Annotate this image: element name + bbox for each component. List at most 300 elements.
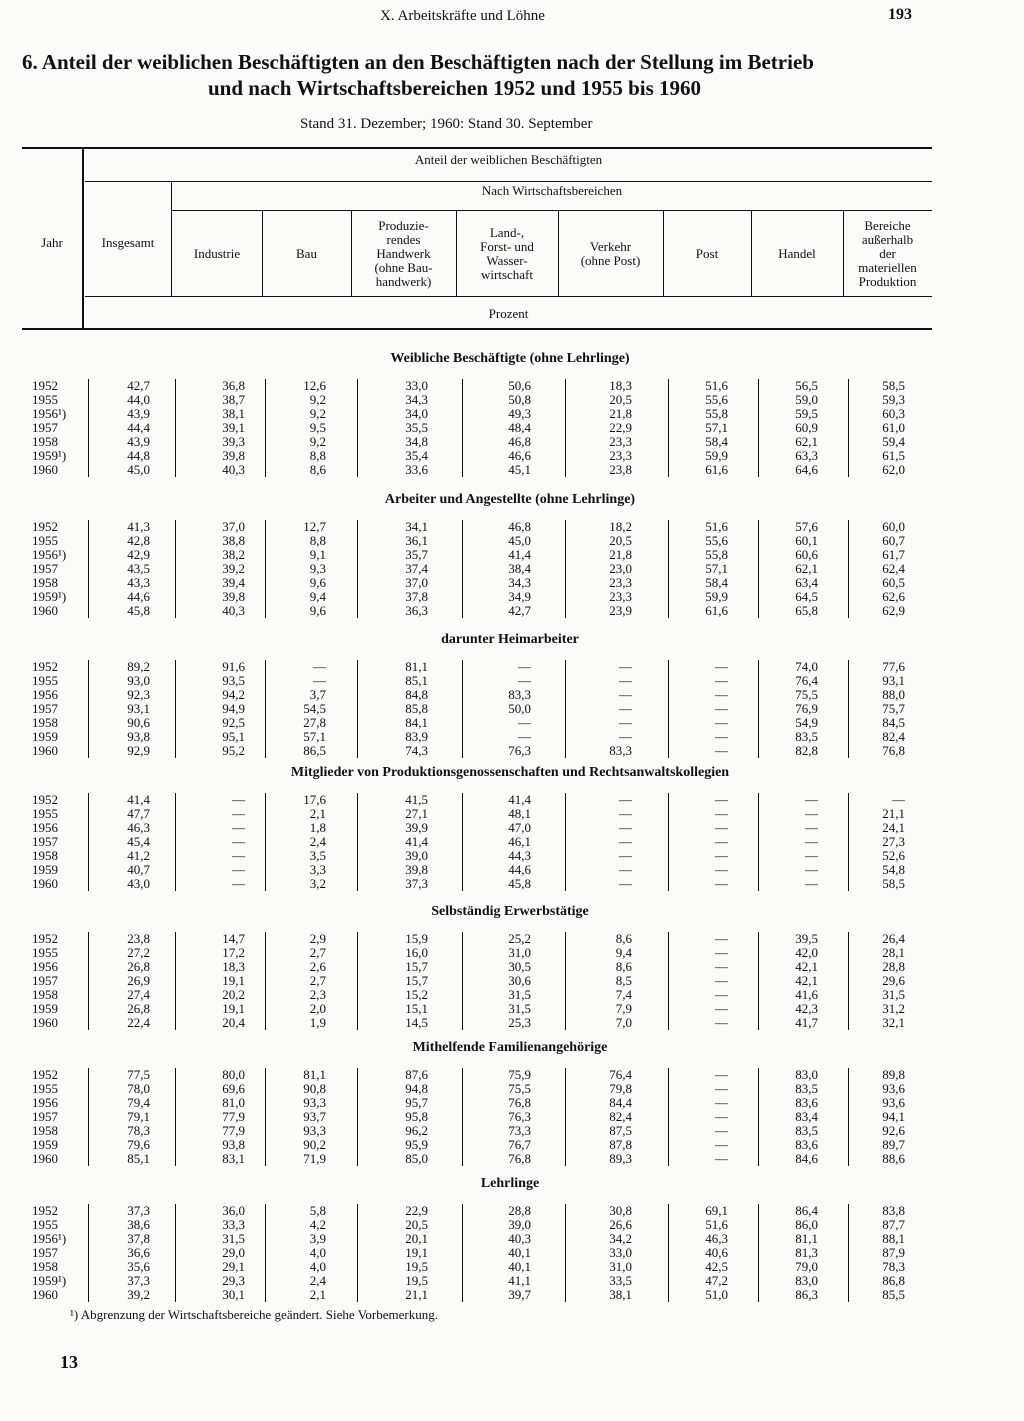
table-cell: 93,7: [303, 1109, 326, 1124]
header-group-rule: [85, 181, 932, 182]
table-cell: 34,0: [405, 406, 428, 421]
header-subgroup-rule: [172, 210, 932, 211]
table-cell: 81,1: [795, 1231, 818, 1246]
table-cell: 78,3: [882, 1259, 905, 1274]
table-cell: 57,1: [705, 420, 728, 435]
table-cell: 8,6: [309, 462, 326, 477]
table-cell: 79,0: [795, 1259, 818, 1274]
table-cell: —: [232, 876, 245, 891]
table-cell: 23,8: [609, 462, 632, 477]
table-cell: 92,5: [222, 715, 245, 730]
table-cell: —: [715, 715, 728, 730]
table-cell: 39,8: [405, 862, 428, 877]
table-cell: 17,6: [303, 792, 326, 807]
table-cell: 15,7: [405, 959, 428, 974]
table-cell: 90,2: [303, 1137, 326, 1152]
table-cell: 78,3: [127, 1123, 150, 1138]
table-cell: 57,1: [705, 561, 728, 576]
table-cell: 41,1: [508, 1273, 531, 1288]
table-cell: 87,6: [405, 1067, 428, 1082]
row-year: 1955: [32, 806, 58, 821]
table-cell: 83,9: [405, 729, 428, 744]
table-cell: 40,6: [705, 1245, 728, 1260]
column-bar: [175, 1068, 176, 1166]
table-cell: —: [619, 792, 632, 807]
table-cell: —: [715, 959, 728, 974]
header-top-rule: [22, 147, 932, 149]
table-cell: 5,8: [309, 1203, 326, 1218]
table-cell: 93,1: [127, 701, 150, 716]
table-cell: 14,7: [222, 931, 245, 946]
table-cell: 95,1: [222, 729, 245, 744]
table-cell: 2,0: [309, 1001, 326, 1016]
table-cell: 35,6: [127, 1259, 150, 1274]
table-cell: —: [715, 820, 728, 835]
table-cell: 81,1: [405, 659, 428, 674]
row-year: 1957: [32, 420, 58, 435]
section-title: Mitglieder von Produktionsgenossenschaften und Rechtsanwaltskollegien: [290, 765, 730, 780]
row-year: 1952: [32, 931, 58, 946]
table-cell: 83,5: [795, 1081, 818, 1096]
table-cell: 58,5: [882, 378, 905, 393]
table-cell: 51,6: [705, 1217, 728, 1232]
table-cell: 39,8: [222, 589, 245, 604]
table-cell: 93,3: [303, 1123, 326, 1138]
table-cell: 31,2: [882, 1001, 905, 1016]
table-cell: 69,1: [705, 1203, 728, 1218]
table-cell: —: [232, 806, 245, 821]
row-year: 1960: [32, 1151, 58, 1166]
table-cell: —: [715, 673, 728, 688]
table-cell: 62,1: [795, 561, 818, 576]
table-cell: 37,3: [127, 1203, 150, 1218]
table-cell: 19,1: [405, 1245, 428, 1260]
row-year: 1960: [32, 1015, 58, 1030]
table-cell: 59,0: [795, 392, 818, 407]
table-cell: 75,7: [882, 701, 905, 716]
row-year: 1956: [32, 1095, 58, 1110]
table-cell: 85,8: [405, 701, 428, 716]
table-cell: 9,3: [309, 561, 326, 576]
table-cell: —: [892, 792, 905, 807]
table-cell: 84,6: [795, 1151, 818, 1166]
table-cell: 37,0: [222, 519, 245, 534]
table-cell: 62,1: [795, 434, 818, 449]
table-cell: 63,4: [795, 575, 818, 590]
row-year: 1959: [32, 729, 58, 744]
table-cell: 50,0: [508, 701, 531, 716]
table-cell: 1,8: [309, 820, 326, 835]
column-bar: [462, 932, 463, 1030]
table-cell: 57,6: [795, 519, 818, 534]
table-cell: —: [715, 806, 728, 821]
column-header-2: Bau: [296, 246, 317, 261]
column-bar: [88, 660, 89, 758]
table-cell: —: [715, 973, 728, 988]
table-cell: 89,3: [609, 1151, 632, 1166]
table-cell: 8,8: [309, 533, 326, 548]
table-cell: —: [715, 659, 728, 674]
table-cell: 41,7: [795, 1015, 818, 1030]
table-cell: 76,8: [882, 743, 905, 758]
table-cell: 7,9: [615, 1001, 632, 1016]
row-year: 1959¹): [32, 589, 67, 604]
table-cell: 75,5: [508, 1081, 531, 1096]
table-cell: 93,8: [127, 729, 150, 744]
column-bar: [357, 932, 358, 1030]
table-cell: 18,2: [609, 519, 632, 534]
table-cell: 23,3: [609, 575, 632, 590]
table-cell: 63,3: [795, 448, 818, 463]
row-year: 1958: [32, 715, 58, 730]
table-cell: 80,0: [222, 1067, 245, 1082]
table-cell: 22,4: [127, 1015, 150, 1030]
table-cell: —: [715, 701, 728, 716]
table-cell: 4,0: [309, 1245, 326, 1260]
row-year: 1952: [32, 378, 58, 393]
table-cell: 42,7: [508, 603, 531, 618]
table-cell: 9,6: [309, 603, 326, 618]
table-cell: 27,8: [303, 715, 326, 730]
row-year: 1959: [32, 1001, 58, 1016]
table-cell: —: [715, 1095, 728, 1110]
table-cell: 15,7: [405, 973, 428, 988]
row-year: 1952: [32, 792, 58, 807]
column-bar: [565, 793, 566, 891]
table-cell: 62,6: [882, 589, 905, 604]
table-cell: 38,8: [222, 533, 245, 548]
table-cell: 34,1: [405, 519, 428, 534]
table-cell: 94,2: [222, 687, 245, 702]
table-cell: 45,0: [508, 533, 531, 548]
table-cell: 19,5: [405, 1273, 428, 1288]
table-cell: 58,5: [882, 876, 905, 891]
row-year: 1960: [32, 876, 58, 891]
table-cell: —: [619, 715, 632, 730]
table-cell: 18,3: [609, 378, 632, 393]
table-cell: 54,9: [795, 715, 818, 730]
table-cell: 27,2: [127, 945, 150, 960]
table-cell: 40,7: [127, 862, 150, 877]
column-bar: [175, 932, 176, 1030]
table-cell: —: [619, 659, 632, 674]
table-cell: 16,0: [405, 945, 428, 960]
table-cell: 14,5: [405, 1015, 428, 1030]
table-cell: —: [715, 862, 728, 877]
table-cell: —: [232, 792, 245, 807]
table-cell: 42,3: [795, 1001, 818, 1016]
table-cell: 76,8: [508, 1151, 531, 1166]
row-year: 1956¹): [32, 1231, 67, 1246]
table-cell: 87,5: [609, 1123, 632, 1138]
table-cell: 33,5: [609, 1273, 632, 1288]
table-cell: —: [518, 715, 531, 730]
table-cell: 37,4: [405, 561, 428, 576]
table-cell: 44,8: [127, 448, 150, 463]
column-bar: [88, 379, 89, 477]
table-cell: —: [619, 687, 632, 702]
table-cell: 47,0: [508, 820, 531, 835]
section-title: Weibliche Beschäftigte (ohne Lehrlinge): [390, 351, 630, 366]
table-cell: —: [715, 1001, 728, 1016]
row-year: 1957: [32, 701, 58, 716]
table-cell: 88,1: [882, 1231, 905, 1246]
table-cell: 50,6: [508, 378, 531, 393]
column-header-8: Bereiche außerhalb der materiellen Produktion: [858, 218, 917, 289]
table-cell: 94,8: [405, 1081, 428, 1096]
table-cell: 34,2: [609, 1231, 632, 1246]
table-cell: —: [715, 834, 728, 849]
table-cell: —: [805, 848, 818, 863]
table-cell: 59,3: [882, 392, 905, 407]
table-cell: 93,6: [882, 1081, 905, 1096]
table-cell: 23,9: [609, 603, 632, 618]
table-cell: 42,8: [127, 533, 150, 548]
table-cell: 31,0: [609, 1259, 632, 1274]
table-cell: 88,6: [882, 1151, 905, 1166]
table-cell: 48,4: [508, 420, 531, 435]
table-cell: 59,4: [882, 434, 905, 449]
table-cell: 43,5: [127, 561, 150, 576]
row-year: 1959: [32, 1137, 58, 1152]
table-cell: —: [715, 792, 728, 807]
table-cell: 4,0: [309, 1259, 326, 1274]
table-cell: 93,5: [222, 673, 245, 688]
table-cell: 34,3: [508, 575, 531, 590]
table-cell: 33,3: [222, 1217, 245, 1232]
table-cell: 37,8: [127, 1231, 150, 1246]
table-cell: 31,5: [508, 987, 531, 1002]
table-cell: —: [619, 848, 632, 863]
table-cell: 43,0: [127, 876, 150, 891]
table-cell: 47,2: [705, 1273, 728, 1288]
table-cell: —: [619, 876, 632, 891]
table-cell: 58,4: [705, 575, 728, 590]
column-bar: [357, 1204, 358, 1302]
table-cell: 26,8: [127, 959, 150, 974]
table-cell: 46,8: [508, 434, 531, 449]
table-cell: —: [715, 848, 728, 863]
table-cell: 15,2: [405, 987, 428, 1002]
table-cell: —: [715, 987, 728, 1002]
table-cell: 60,0: [882, 519, 905, 534]
table-cell: 3,9: [309, 1231, 326, 1246]
table-cell: 91,6: [222, 659, 245, 674]
table-cell: 69,6: [222, 1081, 245, 1096]
table-cell: 39,0: [508, 1217, 531, 1232]
table-cell: 29,0: [222, 1245, 245, 1260]
table-cell: 2,1: [309, 806, 326, 821]
table-cell: 26,9: [127, 973, 150, 988]
table-cell: 26,6: [609, 1217, 632, 1232]
table-cell: 62,0: [882, 462, 905, 477]
table-cell: 42,1: [795, 959, 818, 974]
column-bar: [462, 520, 463, 618]
table-cell: 22,9: [405, 1203, 428, 1218]
table-cell: 30,8: [609, 1203, 632, 1218]
table-cell: 43,9: [127, 406, 150, 421]
table-cell: —: [715, 729, 728, 744]
table-cell: 71,9: [303, 1151, 326, 1166]
table-cell: —: [232, 862, 245, 877]
header-unit-rule: [85, 296, 932, 297]
table-cell: 60,7: [882, 533, 905, 548]
table-cell: 60,3: [882, 406, 905, 421]
table-cell: 15,1: [405, 1001, 428, 1016]
table-cell: 61,6: [705, 603, 728, 618]
table-cell: 9,2: [309, 406, 326, 421]
column-bar: [357, 660, 358, 758]
table-cell: 22,9: [609, 420, 632, 435]
table-cell: 86,3: [795, 1287, 818, 1302]
table-cell: 85,5: [882, 1287, 905, 1302]
table-cell: 9,1: [309, 547, 326, 562]
table-cell: 27,4: [127, 987, 150, 1002]
table-cell: —: [715, 1123, 728, 1138]
table-cell: 32,1: [882, 1015, 905, 1030]
table-cell: 50,8: [508, 392, 531, 407]
table-cell: 46,3: [127, 820, 150, 835]
table-cell: 60,5: [882, 575, 905, 590]
table-cell: 2,7: [309, 945, 326, 960]
row-year: 1955: [32, 533, 58, 548]
table-cell: 89,7: [882, 1137, 905, 1152]
column-bar: [88, 932, 89, 1030]
row-year: 1952: [32, 659, 58, 674]
table-cell: 92,3: [127, 687, 150, 702]
table-cell: 28,1: [882, 945, 905, 960]
table-cell: 61,5: [882, 448, 905, 463]
table-cell: 95,2: [222, 743, 245, 758]
table-cell: 89,8: [882, 1067, 905, 1082]
column-bar: [357, 520, 358, 618]
table-cell: 79,1: [127, 1109, 150, 1124]
column-bar: [462, 1204, 463, 1302]
row-year: 1956: [32, 959, 58, 974]
table-cell: 45,8: [127, 603, 150, 618]
table-cell: 36,8: [222, 378, 245, 393]
table-cell: 43,3: [127, 575, 150, 590]
row-year: 1955: [32, 945, 58, 960]
row-year: 1958: [32, 434, 58, 449]
table-cell: 54,5: [303, 701, 326, 716]
table-cell: 79,6: [127, 1137, 150, 1152]
table-cell: 31,5: [222, 1231, 245, 1246]
table-cell: 3,5: [309, 848, 326, 863]
table-cell: 33,0: [405, 378, 428, 393]
table-cell: 35,7: [405, 547, 428, 562]
table-cell: 23,0: [609, 561, 632, 576]
table-cell: 39,8: [222, 448, 245, 463]
table-cell: 46,1: [508, 834, 531, 849]
table-cell: 51,6: [705, 378, 728, 393]
table-cell: 64,5: [795, 589, 818, 604]
header-unit: Prozent: [488, 306, 529, 321]
row-year: 1960: [32, 603, 58, 618]
table-cell: —: [715, 1015, 728, 1030]
table-cell: 57,1: [303, 729, 326, 744]
table-cell: 84,5: [882, 715, 905, 730]
table-cell: 42,9: [127, 547, 150, 562]
table-cell: 20,5: [609, 392, 632, 407]
table-cell: 93,3: [303, 1095, 326, 1110]
table-cell: 2,4: [309, 834, 326, 849]
table-cell: 20,1: [405, 1231, 428, 1246]
table-cell: 44,0: [127, 392, 150, 407]
table-cell: 31,0: [508, 945, 531, 960]
table-cell: 37,0: [405, 575, 428, 590]
table-cell: —: [313, 673, 326, 688]
table-cell: 61,0: [882, 420, 905, 435]
table-cell: 45,4: [127, 834, 150, 849]
row-year: 1952: [32, 1067, 58, 1082]
table-cell: 36,6: [127, 1245, 150, 1260]
table-cell: 29,3: [222, 1273, 245, 1288]
column-bar: [175, 793, 176, 891]
table-cell: 8,6: [615, 959, 632, 974]
table-cell: 2,1: [309, 1287, 326, 1302]
table-cell: 7,4: [615, 987, 632, 1002]
table-cell: 40,3: [222, 462, 245, 477]
table-cell: 59,9: [705, 448, 728, 463]
header-divider-jahr: [82, 149, 84, 329]
table-cell: 23,8: [127, 931, 150, 946]
table-cell: 90,6: [127, 715, 150, 730]
table-cell: 78,0: [127, 1081, 150, 1096]
table-cell: 83,3: [508, 687, 531, 702]
column-bar: [462, 379, 463, 477]
table-cell: 1,9: [309, 1015, 326, 1030]
table-cell: 2,9: [309, 931, 326, 946]
table-cell: 77,5: [127, 1067, 150, 1082]
table-cell: 87,8: [609, 1137, 632, 1152]
row-year: 1959¹): [32, 1273, 67, 1288]
table-cell: 83,3: [609, 743, 632, 758]
table-cell: 41,3: [127, 519, 150, 534]
table-cell: 26,4: [882, 931, 905, 946]
table-cell: 21,1: [405, 1287, 428, 1302]
table-subtitle: Stand 31. Dezember; 1960: Stand 30. September: [300, 116, 593, 132]
table-cell: 55,8: [705, 547, 728, 562]
table-cell: 95,8: [405, 1109, 428, 1124]
table-cell: 75,5: [795, 687, 818, 702]
row-year: 1958: [32, 987, 58, 1002]
table-cell: 62,4: [882, 561, 905, 576]
table-cell: 51,0: [705, 1287, 728, 1302]
table-cell: 31,5: [882, 987, 905, 1002]
table-cell: 95,7: [405, 1095, 428, 1110]
table-cell: 79,4: [127, 1095, 150, 1110]
table-title-line-1: 6. Anteil der weiblichen Beschäftigten an den Beschäftigten nach der Stellung im Betrieb: [22, 50, 814, 74]
table-cell: 19,5: [405, 1259, 428, 1274]
table-cell: 47,7: [127, 806, 150, 821]
table-cell: 23,3: [609, 434, 632, 449]
row-year: 1955: [32, 392, 58, 407]
column-bar: [565, 1068, 566, 1166]
table-cell: 9,2: [309, 392, 326, 407]
table-cell: 94,1: [882, 1109, 905, 1124]
table-cell: 83,1: [222, 1151, 245, 1166]
table-cell: 77,9: [222, 1109, 245, 1124]
row-year: 1956: [32, 687, 58, 702]
row-year: 1952: [32, 519, 58, 534]
footer-number: 13: [60, 1352, 78, 1372]
table-cell: 86,8: [882, 1273, 905, 1288]
table-cell: 85,0: [405, 1151, 428, 1166]
table-cell: 41,6: [795, 987, 818, 1002]
table-cell: —: [805, 876, 818, 891]
header-subgroup-title: Nach Wirtschaftsbereichen: [481, 183, 623, 198]
